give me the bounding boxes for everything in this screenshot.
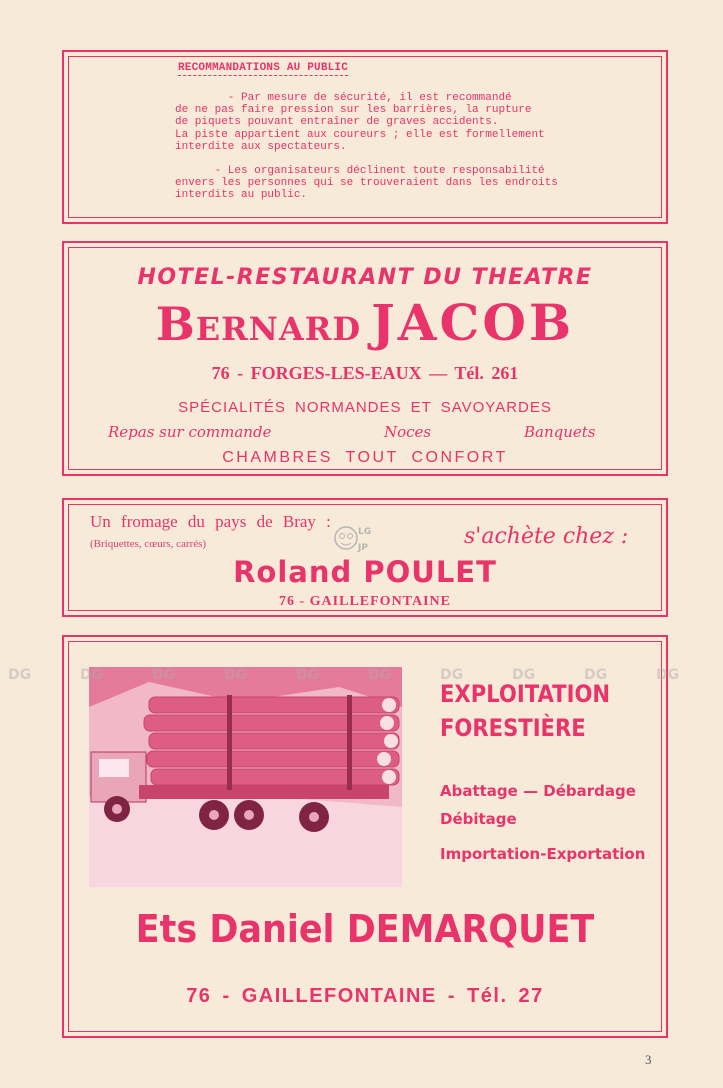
- fromage-address: 76 - GAILLEFONTAINE: [279, 594, 451, 609]
- exploitation-item-abattage: Abattage — Débardage: [440, 782, 636, 800]
- recommandations-paragraph-2: - Les organisateurs déclinent toute responsabilité envers les personnes qui se trouveraient dans les endroits interdits au public.: [175, 165, 558, 202]
- page-number: 3: [645, 1052, 652, 1067]
- exploitation-title-line-1: EXPLOITATION: [440, 680, 611, 708]
- exploitation-title: [440, 677, 610, 745]
- fromage-varieties: (Briquettes, cœurs, carrés): [90, 538, 207, 550]
- hotel-owner-first-name: Bernard: [155, 297, 362, 351]
- hotel-banquets: Banquets: [524, 423, 596, 441]
- watermark-mark: DG: [296, 667, 320, 683]
- fromage-ad: [62, 498, 668, 617]
- exploitation-title-line-2: FORESTIÈRE: [440, 714, 586, 742]
- logging-truck-illustration: [89, 667, 402, 887]
- fromage-seller-name: Roland POULET: [233, 555, 497, 589]
- hotel-noces: Noces: [384, 423, 432, 441]
- hotel-owner-name: [64, 293, 666, 352]
- svg-text:JP: JP: [358, 543, 368, 553]
- fromage-heading: Un fromage du pays de Bray :: [90, 512, 331, 531]
- watermark-mark: DG: [440, 667, 464, 683]
- watermark-mark: DG: [224, 667, 248, 683]
- hotel-repas-sur-commande: Repas sur commande: [108, 423, 272, 441]
- exploitation-item-import-export: Importation-Exportation: [440, 845, 646, 863]
- hotel-chambres: CHAMBRES TOUT CONFORT: [222, 449, 508, 466]
- recommandations-box: [62, 50, 668, 224]
- watermark-mark: DG: [152, 667, 176, 683]
- watermark-mark: DG: [512, 667, 536, 683]
- demarquet-company-name: Ets Daniel DEMARQUET: [135, 907, 595, 951]
- watermark-mark: DG: [368, 667, 392, 683]
- logging-truck-photo: [89, 667, 402, 887]
- hotel-ad: [62, 241, 668, 476]
- hotel-address: 76 - FORGES-LES-EAUX — Tél. 261: [211, 363, 519, 383]
- fromage-achete-chez: s'achète chez :: [464, 524, 629, 549]
- exploitation-item-debitage: Débitage: [440, 810, 517, 828]
- watermark-mark: DG: [8, 667, 32, 683]
- demarquet-address: 76 - GAILLEFONTAINE - Tél. 27: [186, 985, 544, 1007]
- svg-text:LG: LG: [358, 527, 372, 537]
- watermark-mark: DG: [584, 667, 608, 683]
- hotel-owner-last-name: JACOB: [371, 293, 575, 352]
- hotel-restaurant-heading: HOTEL-RESTAURANT DU THEATRE: [137, 265, 593, 290]
- recommandations-paragraph-1: - Par mesure de sécurité, il est recommandé de ne pas faire pression sur les barrières, la rupture de piquets pouvant entraîner de graves accidents. La piste appartient aux coureurs ; elle est formellement interdite aux spectateurs.: [175, 92, 545, 153]
- hotel-specialites: SPÉCIALITÉS NORMANDES ET SAVOYARDES: [178, 399, 552, 416]
- demarquet-ad: [62, 635, 668, 1038]
- watermark-mark: DG: [80, 667, 104, 683]
- watermark-mark: DG: [656, 667, 680, 683]
- recommandations-title: RECOMMANDATIONS AU PUBLIC: [178, 62, 349, 74]
